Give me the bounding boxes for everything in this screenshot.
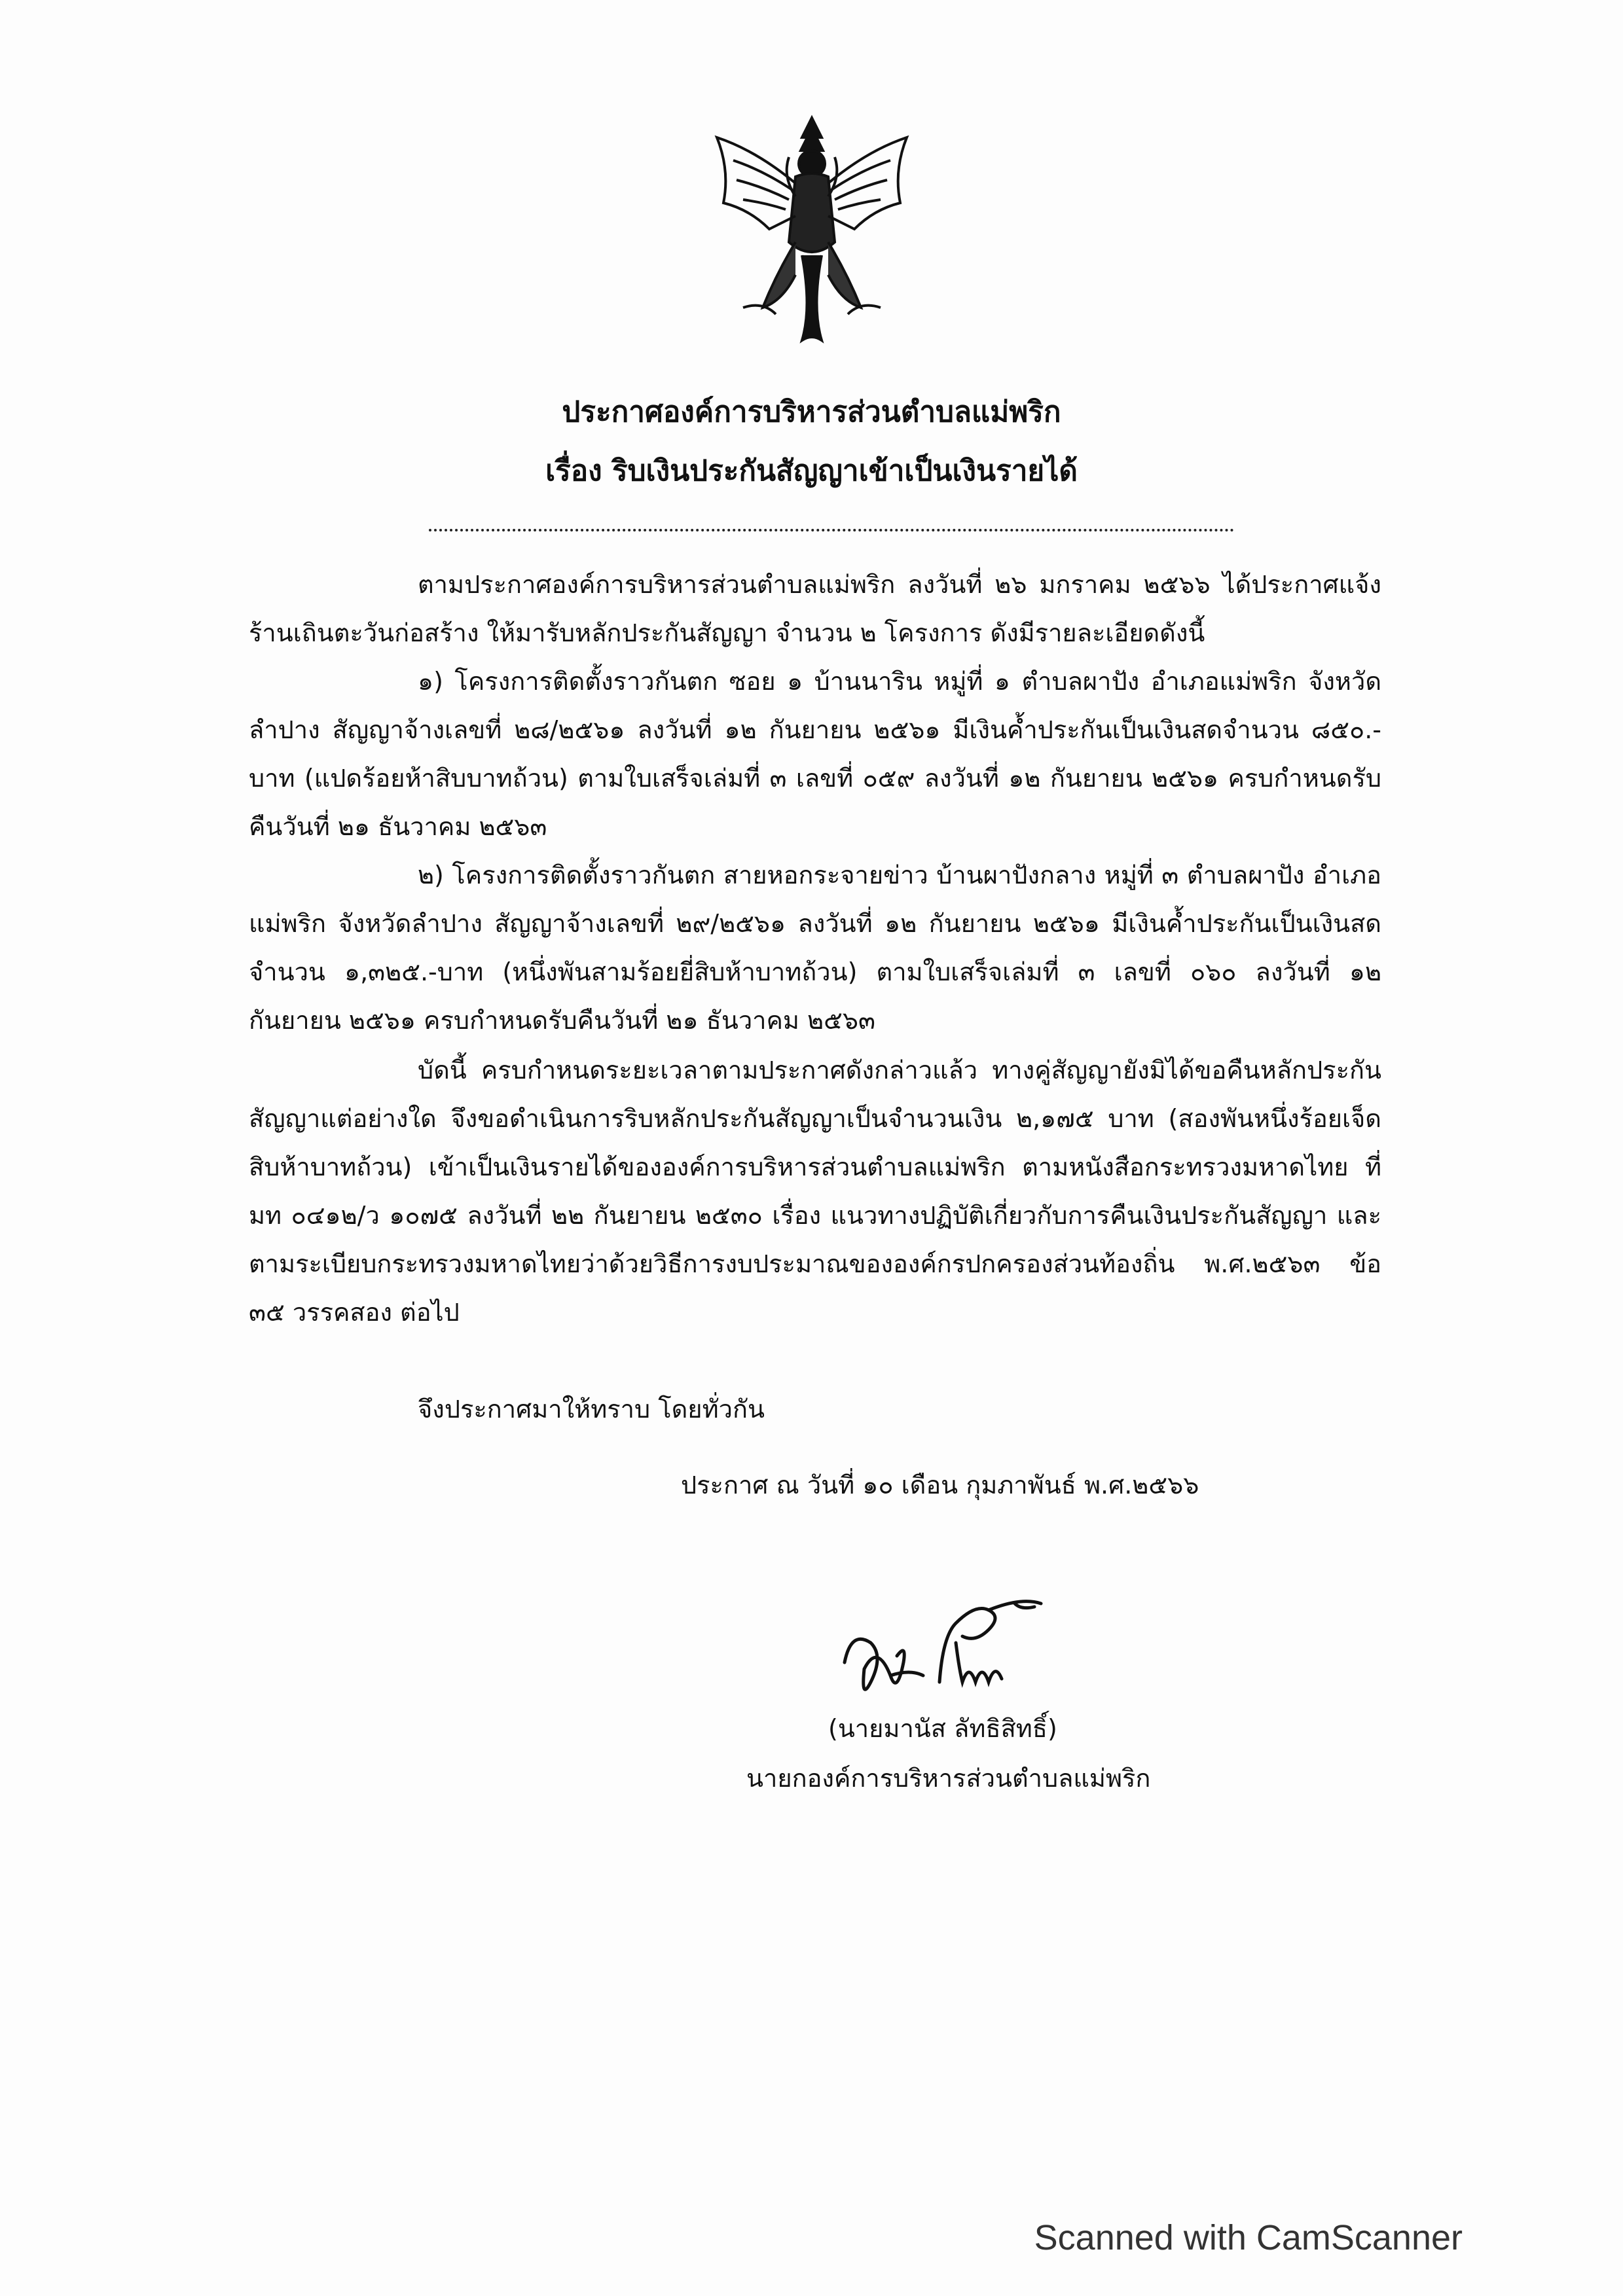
- announcement-subject: เรื่อง ริบเงินประกันสัญญาเข้าเป็นเงินรายได้: [545, 454, 1078, 488]
- project-item-2: ๒) โครงการติดตั้งราวกันตก สายหอกระจายข่าว บ้านผาปังกลาง หมู่ที่ ๓ ตำบลผาปัง อำเภอแม่พริก จังหวัดลำปาง สัญญาจ้างเลขที่ ๒๙/๒๕๖๑ ลงวันที่ ๑๒ กันยายน ๒๕๖๑ มีเงินค้ำประกันเป็นเงินสดจำนวน ๑,๓๒๕.-บาท (หนึ่งพันสามร้อยยี่สิบห้าบาทถ้วน) ตามใบเสร็จเล่มที่ ๓ เลขที่ ๐๖๐ ลงวันที่ ๑๒ กันยายน ๒๕๖๑ ครบกำหนดรับคืนวันที่ ๒๑ ธันวาคม ๒๕๖๓: [249, 861, 1381, 1035]
- main-paragraph: บัดนี้ ครบกำหนดระยะเวลาตามประกาศดังกล่าวแล้ว ทางคู่สัญญายังมิได้ขอคืนหลักประกันสัญญาแต่อย่างใด จึงขอดำเนินการริบหลักประกันสัญญาเป็นจำนวนเงิน ๒,๑๗๕ บาท (สองพันหนึ่งร้อยเจ็ดสิบห้าบาทถ้วน) เข้าเป็นเงินรายได้ขององค์การบริหารส่วนตำบลแม่พริก ตามหนังสือกระทรวงมหาดไทย ที่ มท ๐๔๑๒/ว ๑๐๗๕ ลงวันที่ ๒๒ กันยายน ๒๕๓๐ เรื่อง แนวทางปฏิบัติเกี่ยวกับการคืนเงินประกันสัญญา และตามระเบียบกระทรวงมหาดไทยว่าด้วยวิธีการงบประมาณขององค์กรปกครองส่วนท้องถิ่น พ.ศ.๒๕๖๓ ข้อ ๓๕ วรรคสอง ต่อไป: [249, 1056, 1381, 1327]
- closing-paragraph: จึงประกาศมาให้ทราบ โดยทั่วกัน: [418, 1395, 765, 1424]
- camscanner-watermark: Scanned with CamScanner: [1034, 2218, 1463, 2257]
- announcement-date: ประกาศ ณ วันที่ ๑๐ เดือน กุมภาพันธ์ พ.ศ.๒๕๖๖: [681, 1471, 1199, 1499]
- title-divider: [429, 529, 1234, 531]
- garuda-emblem-icon: [704, 111, 920, 347]
- signer-position: นายกองค์การบริหารส่วนตำบลแม่พริก: [746, 1764, 1151, 1793]
- intro-paragraph: ตามประกาศองค์การบริหารส่วนตำบลแม่พริก ลงวันที่ ๒๖ มกราคม ๒๕๖๖ ได้ประกาศแจ้งร้านเถินตะวันก่อสร้าง ให้มารับหลักประกันสัญญา จำนวน ๒ โครงการ ดังมีรายละเอียดดังนี้: [249, 570, 1381, 647]
- announcement-title: ประกาศองค์การบริหารส่วนตำบลแม่พริก: [562, 395, 1061, 429]
- signer-name: (นายมานัส ลัทธิสิทธิ์): [828, 1714, 1057, 1743]
- project-item-1: ๑) โครงการติดตั้งราวกันตก ซอย ๑ บ้านนาริน หมู่ที่ ๑ ตำบลผาปัง อำเภอแม่พริก จังหวัดลำปาง สัญญาจ้างเลขที่ ๒๘/๒๕๖๑ ลงวันที่ ๑๒ กันยายน ๒๕๖๑ มีเงินค้ำประกันเป็นเงินสดจำนวน ๘๕๐.- บาท (แปดร้อยห้าสิบบาทถ้วน) ตามใบเสร็จเล่มที่ ๓ เลขที่ ๐๕๙ ลงวันที่ ๑๒ กันยายน ๒๕๖๑ ครบกำหนดรับคืนวันที่ ๒๑ ธันวาคม ๒๕๖๓: [249, 667, 1381, 841]
